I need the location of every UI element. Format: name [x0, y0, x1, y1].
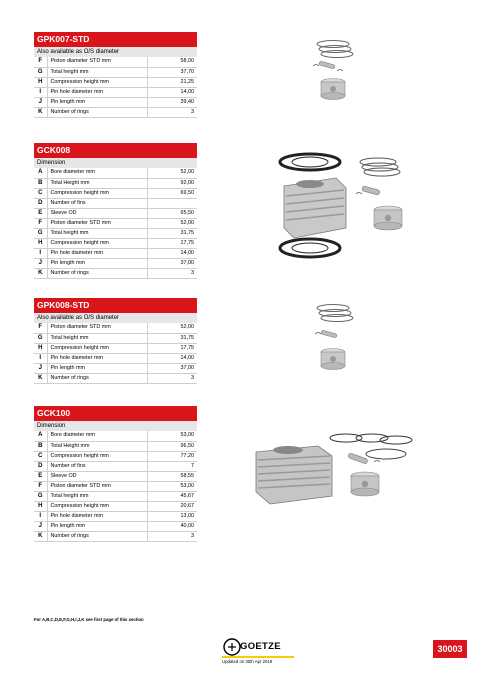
brand-strip — [222, 656, 294, 658]
piston-kit-image — [305, 38, 365, 103]
table-row — [34, 461, 197, 471]
section-title: GCK008 — [34, 143, 197, 158]
row-value: 77,20 — [147, 451, 197, 461]
updated-date: Updated on 30th Apr 2019 — [222, 659, 273, 664]
table-row — [34, 168, 197, 178]
table-row — [34, 87, 197, 97]
spec-table — [34, 323, 197, 384]
row-label: Bore diameter mm — [47, 431, 147, 441]
spec-block-gck008 — [34, 143, 197, 279]
page-number: 30003 — [433, 640, 467, 658]
row-value: 52,00 — [147, 323, 197, 333]
spec-block-gck100 — [34, 406, 197, 542]
table-row — [34, 178, 197, 188]
row-value: 69,50 — [147, 188, 197, 198]
row-code: E — [34, 208, 47, 218]
row-value: 53,00 — [147, 481, 197, 491]
row-value: 52,00 — [147, 218, 197, 228]
row-code: G — [34, 228, 47, 238]
table-row — [34, 57, 197, 67]
table-row — [34, 228, 197, 238]
row-value: 20,67 — [147, 501, 197, 511]
row-label: Pin hole diameter mm — [47, 87, 147, 97]
spec-table — [34, 168, 197, 279]
spec-block-gpk008-std — [34, 298, 197, 384]
row-label: Number of rings — [47, 268, 147, 278]
table-row — [34, 363, 197, 373]
table-row — [34, 481, 197, 491]
row-value: 65,50 — [147, 208, 197, 218]
row-code: F — [34, 57, 47, 67]
row-value: 13,00 — [147, 511, 197, 521]
row-code: K — [34, 531, 47, 541]
table-row — [34, 218, 197, 228]
row-value: 3 — [147, 373, 197, 383]
table-row — [34, 441, 197, 451]
section-subtitle: Dimension — [34, 158, 197, 168]
section-subtitle: Dimension — [34, 421, 197, 431]
row-label: Pin hole diameter mm — [47, 353, 147, 363]
row-code: B — [34, 178, 47, 188]
spec-table — [34, 431, 197, 542]
table-row — [34, 107, 197, 117]
row-value: 31,75 — [147, 333, 197, 343]
row-label: Piston diameter STD mm — [47, 57, 147, 67]
row-value: 37,00 — [147, 258, 197, 268]
row-label: Compression height mm — [47, 77, 147, 87]
row-label: Piston diameter STD mm — [47, 323, 147, 333]
row-label: Total Height mm — [47, 178, 147, 188]
table-row — [34, 373, 197, 383]
table-row — [34, 333, 197, 343]
row-label: Pin length mm — [47, 97, 147, 107]
row-label: Number of fins — [47, 461, 147, 471]
section-subtitle: Also available as O/S diameter — [34, 47, 197, 57]
table-row — [34, 531, 197, 541]
row-value: 3 — [147, 268, 197, 278]
row-code: H — [34, 501, 47, 511]
row-label: Total height mm — [47, 333, 147, 343]
table-row — [34, 471, 197, 481]
spec-table — [34, 57, 197, 118]
row-code: I — [34, 87, 47, 97]
row-label: Number of fins — [47, 198, 147, 208]
row-value: 14,00 — [147, 353, 197, 363]
section-subtitle: Also available as O/S diameter — [34, 313, 197, 323]
row-code: H — [34, 343, 47, 353]
cylinder-kit-image — [248, 428, 418, 518]
row-value: 14,00 — [147, 248, 197, 258]
row-value: 21,25 — [147, 77, 197, 87]
brand-name: GOETZE — [240, 641, 281, 652]
row-value: 58,55 — [147, 471, 197, 481]
row-code: I — [34, 248, 47, 258]
cylinder-kit-image — [270, 148, 415, 263]
row-value: 96,50 — [147, 441, 197, 451]
table-row — [34, 77, 197, 87]
row-code: G — [34, 491, 47, 501]
row-value: 7 — [147, 461, 197, 471]
row-label: Piston diameter STD mm — [47, 481, 147, 491]
row-label: Total height mm — [47, 491, 147, 501]
row-label: Compression height mm — [47, 343, 147, 353]
row-code: K — [34, 107, 47, 117]
table-row — [34, 501, 197, 511]
row-code: J — [34, 258, 47, 268]
section-title: GPK008-STD — [34, 298, 197, 313]
row-label: Pin length mm — [47, 363, 147, 373]
row-code: F — [34, 323, 47, 333]
table-row — [34, 451, 197, 461]
row-label: Number of rings — [47, 531, 147, 541]
row-value: 31,75 — [147, 228, 197, 238]
spec-block-gpk007-std — [34, 32, 197, 118]
row-value: 17,75 — [147, 343, 197, 353]
row-label: Total Height mm — [47, 441, 147, 451]
row-code: K — [34, 373, 47, 383]
row-value: 40,00 — [147, 521, 197, 531]
row-label: Compression height mm — [47, 501, 147, 511]
row-code: G — [34, 333, 47, 343]
row-label: Sleeve OD — [47, 208, 147, 218]
table-row — [34, 323, 197, 333]
row-code: J — [34, 97, 47, 107]
table-row — [34, 521, 197, 531]
row-value: 17,75 — [147, 238, 197, 248]
row-code: E — [34, 471, 47, 481]
table-row — [34, 258, 197, 268]
row-code: K — [34, 268, 47, 278]
row-value — [147, 198, 197, 208]
row-label: Pin length mm — [47, 258, 147, 268]
row-code: F — [34, 218, 47, 228]
row-value: 45,67 — [147, 491, 197, 501]
section-title: GPK007-STD — [34, 32, 197, 47]
table-row — [34, 97, 197, 107]
row-label: Pin length mm — [47, 521, 147, 531]
row-label: Total height mm — [47, 67, 147, 77]
row-value: 37,70 — [147, 67, 197, 77]
piston-kit-image — [305, 300, 365, 375]
table-row — [34, 67, 197, 77]
row-label: Compression height mm — [47, 238, 147, 248]
table-row — [34, 208, 197, 218]
row-value: 3 — [147, 531, 197, 541]
row-code: C — [34, 451, 47, 461]
row-code: H — [34, 77, 47, 87]
row-label: Bore diameter mm — [47, 168, 147, 178]
section-title: GCK100 — [34, 406, 197, 421]
table-row — [34, 248, 197, 258]
row-label: Number of rings — [47, 107, 147, 117]
row-label: Piston diameter STD mm — [47, 218, 147, 228]
row-code: I — [34, 511, 47, 521]
row-code: I — [34, 353, 47, 363]
row-code: A — [34, 168, 47, 178]
table-row — [34, 491, 197, 501]
row-value: 14,00 — [147, 87, 197, 97]
row-value: 39,40 — [147, 97, 197, 107]
row-code: G — [34, 67, 47, 77]
row-code: J — [34, 521, 47, 531]
table-row — [34, 268, 197, 278]
footnote: For A,B,C,D,E,F,G,H,I,J,K see first page of this section — [34, 617, 144, 622]
table-row — [34, 343, 197, 353]
row-label: Compression height mm — [47, 451, 147, 461]
row-label: Pin hole diameter mm — [47, 248, 147, 258]
row-label: Number of rings — [47, 373, 147, 383]
row-code: F — [34, 481, 47, 491]
row-label: Sleeve OD — [47, 471, 147, 481]
row-value: 92,00 — [147, 178, 197, 188]
row-value: 53,00 — [147, 431, 197, 441]
row-code: B — [34, 441, 47, 451]
row-code: A — [34, 431, 47, 441]
row-value: 58,00 — [147, 57, 197, 67]
row-code: C — [34, 188, 47, 198]
table-row — [34, 431, 197, 441]
table-row — [34, 198, 197, 208]
row-value: 3 — [147, 107, 197, 117]
table-row — [34, 353, 197, 363]
row-label: Pin hole diameter mm — [47, 511, 147, 521]
row-label: Total height mm — [47, 228, 147, 238]
table-row — [34, 511, 197, 521]
row-label: Compression height mm — [47, 188, 147, 198]
row-code: J — [34, 363, 47, 373]
table-row — [34, 238, 197, 248]
table-row — [34, 188, 197, 198]
row-value: 52,00 — [147, 168, 197, 178]
row-code: D — [34, 198, 47, 208]
row-code: D — [34, 461, 47, 471]
row-code: H — [34, 238, 47, 248]
row-value: 37,00 — [147, 363, 197, 373]
